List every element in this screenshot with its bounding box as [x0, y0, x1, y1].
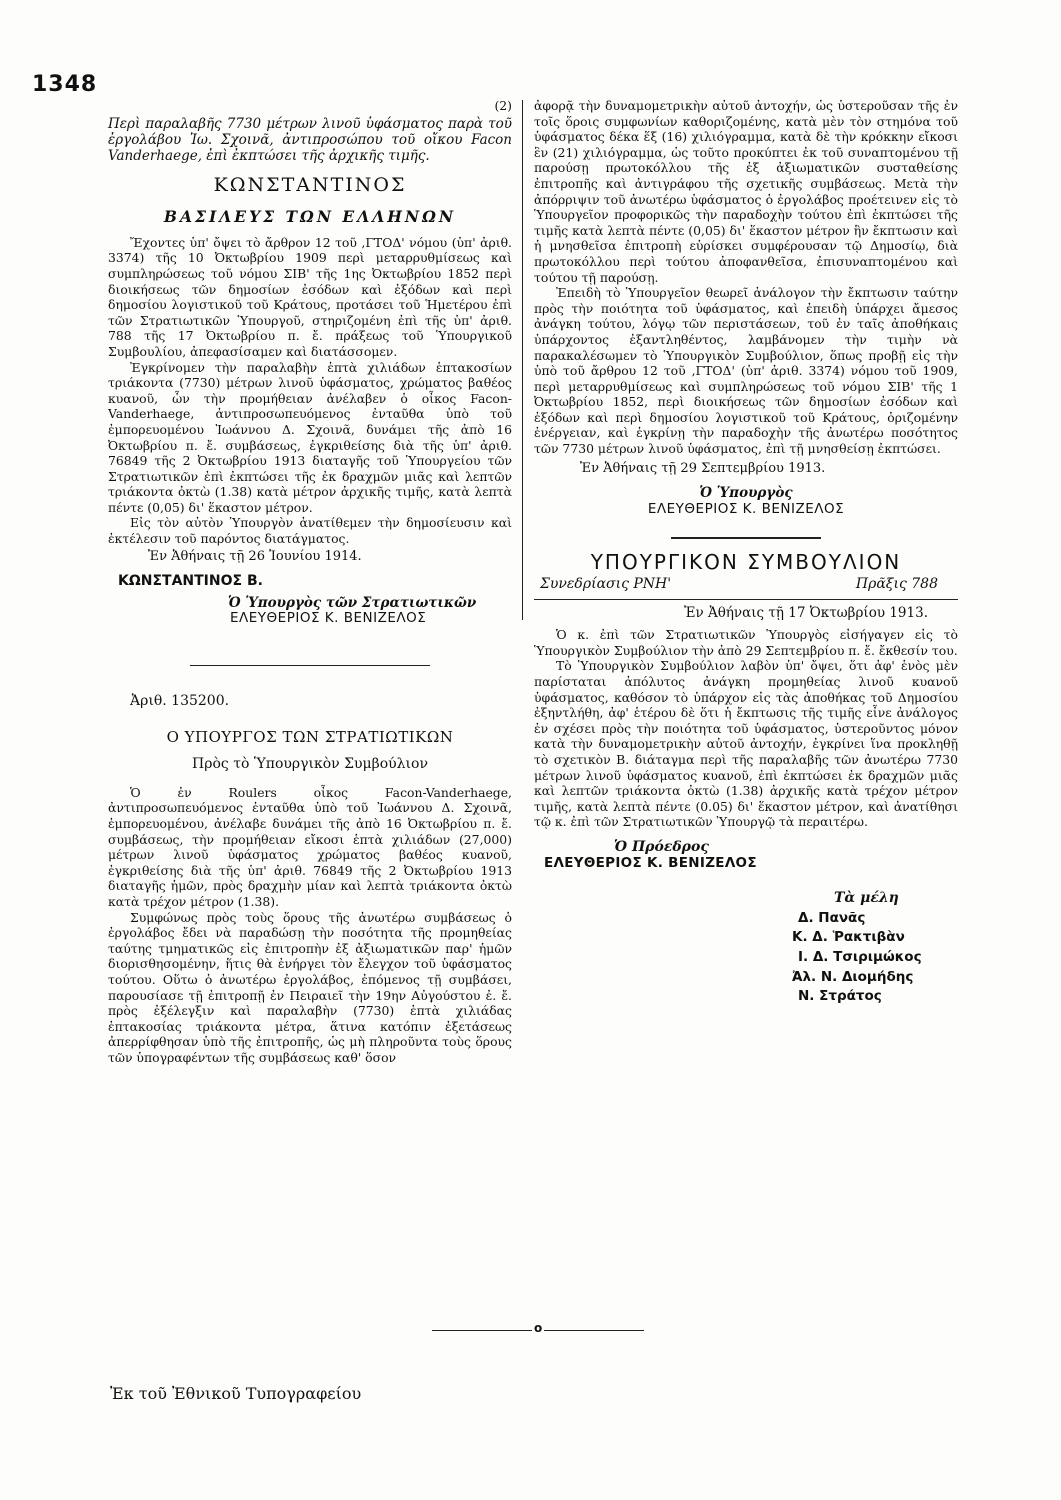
printer-imprint: Ἐκ τοῦ Ἐθνικοῦ Τυπογραφείου	[110, 1384, 362, 1403]
report-title: Ο ΥΠΟΥΡΓΟΣ ΤΩΝ ΣΤΡΑΤΙΩΤΙΚΩΝ	[166, 727, 454, 746]
report-minister-title: Ὁ Ὑπουργὸς	[699, 485, 793, 502]
king-title-heading: ΒΑΣΙΛΕΥΣ ΤΩΝ ΕΛΛΗΝΩΝ	[163, 207, 457, 227]
council-paragraph-2: Τὸ Ὑπουργικὸν Συμβούλιον λαβὸν ὑπ' ὄψει, ὅτι ἀφ' ἑνὸς μὲν παρίσταται ἀπόλυτος ἀνάγκη προμηθείας λινοῦ κυανοῦ ὑφάσματος, καθόσον τὸ ὑπάρχον εἰς τὰς ἀποθήκας τοῦ Δημοσίου ἐξηντλήθη, ἀφ' ἑτέρου δὲ ὅτι ἡ ἔκπτωσις τῆς τιμῆς εἶνε ἀνάλογος ἐν σχέσει πρὸς τὴν ποιότητα τοῦ ὑφάσματος, ὑστεροῦντος μόνον κατὰ τὴν δυναμομετρικὴν αὐτοῦ ἀντοχήν, ἐγκρίνει ἵνα προκληθῇ τὸ σχετικὸν Β. διάταγμα περὶ τῆς παραλαβῆς τῶν ἀνωτέρω 7730 μέτρων λινοῦ ὑφάσματος κυανοῦ, ἐπὶ ἐκπτώσει ἐκ δραχμῶν μιᾶς καὶ λεπτῶν τριάκοντα ὀκτὼ (1.38) ἀρχικῆς κατὰ τρέχον μέτρον τιμῆς, κατὰ λεπτὰ πέντε (0.05) δι' ἕκαστον μέτρον, καὶ ἀνατίθησι τῷ κ. ἐπὶ τῶν Στρατιωτικῶν Ὑπουργῷ τὰ περαιτέρω.	[534, 658, 958, 830]
report-minister-name: ΕΛΕΥΘΕΡΙΟΣ Κ. ΒΕΝΙΖΕΛΟΣ	[647, 500, 845, 517]
decree-paragraph-2: Ἐγκρίνομεν τὴν παραλαβὴν ἑπτὰ χιλιάδων ἑπτακοσίων τριάκοντα (7730) μέτρων λινοῦ ὑφάσματος, χρώματος βαθέος κυανοῦ, ὧν τὴν προμήθειαν ἀνέλαβεν ὁ οἶκος Facon-Vanderhaege, ἀντιπροσωπευόμενος ἐνταῦθα ὑπὸ τοῦ ἐμπορευομένου Ἰωάννου Δ. Σχοινᾶ, δυνάμει τῆς ἀπὸ 16 Ὀκτωβρίου π. ἔ. συμβάσεως, ἐγκριθείσης διὰ τῆς ὑπ' ἀριθ. 76849 τῆς 2 Ὀκτωβρίου 1913 διαταγῆς τοῦ Ὑπουργείου τῶν Στρατιωτικῶν ἐπὶ ἐκπτώσει τῆς ἐκ δραχμῶν μιᾶς καὶ λεπτῶν τριάκοντα ὀκτὼ (1.38) κατὰ μέτρον ἀρχικῆς τιμῆς, κατὰ λεπτὰ πέντε (0,05) δι' ἕκαστον μέτρον.	[108, 359, 512, 515]
president-name: ΕΛΕΥΘΕΡΙΟΣ Κ. ΒΕΝΙΖΕΛΟΣ	[544, 854, 757, 871]
report-date: Ἐν Ἀθήναις τῇ 29 Σεπτεμβρίου 1913.	[580, 460, 826, 476]
member-name: Ν. Στράτος	[798, 988, 882, 1005]
minister-name: ΕΛΕΥΘΕΡΙΟΣ Κ. ΒΕΝΙΖΕΛΟΣ	[230, 610, 427, 627]
council-act: Πρᾶξις 788	[855, 576, 938, 593]
members-list	[534, 911, 958, 1005]
decree-paragraph-3: Εἰς τὸν αὐτὸν Ὑπουργὸν ἀνατίθεμεν τὴν δημοσίευσιν καὶ ἐκτέλεσιν τοῦ παρόντος διατάγματος.	[108, 515, 512, 547]
council-divider	[671, 537, 821, 539]
council-paragraph-1: Ὁ κ. ἐπὶ τῶν Στρατιωτικῶν Ὑπουργὸς εἰσήγαγεν εἰς τὸ Ὑπουργικὸν Συμβούλιον τὴν ἀπὸ 29 Σεπτεμβρίου π. ἔ. ἔκθεσίν του.	[534, 627, 958, 658]
council-date: Ἐν Ἀθήναις τῇ 17 Ὀκτωβρίου 1913.	[683, 604, 928, 621]
council-title: ΥΠΟΥΡΓΙΚΟΝ ΣΥΜΒΟΥΛΙΟΝ	[590, 550, 902, 575]
report-paragraph-2: Συμφώνως πρὸς τοὺς ὅρους τῆς ἀνωτέρω συμβάσεως ὁ ἐργολάβος ἔδει νὰ παραδώσῃ τὴν ποσότητα τῆς προμηθείας ταύτης τμηματικῶς εἰς ἐπιτροπὴν ἐξ ἀξιωματικῶν παρ' ἡμῶν διορισθησομένην, ἥτις θὰ ἐνήργει τὸν ἔλεγχον τοῦ ὑφάσματος τούτου. Οὕτω ὁ ἀνωτέρω ἐργολάβος, ἐπόμενος τῇ συμβάσει, παρουσίασε τῇ ἐπιτροπῇ ἐν Πειραιεῖ τὴν 19ην Αὐγούστου ἐ. ἔ. πρὸς ἐξέλεγξιν καὶ παραλαβὴν (7730) ἑπτὰ χιλιάδας ἑπτακοσίας τριάκοντα μέτρα, ἅτινα κατόπιν ἐξετάσεως ἀπερρίφθησαν ὑπὸ τῆς ἐπιτροπῆς, ὡς μὴ πληροῦντα τοὺς ὅρους τῶν ὑπογραφέντων τῆς συμβάσεως καθ' ὅσον	[108, 909, 512, 1065]
bottom-divider-ornament: o	[534, 1321, 543, 1335]
decree-number: (2)	[494, 98, 512, 113]
president-title: Ὁ Πρόεδρος	[614, 838, 709, 855]
report-recipient: Πρὸς τὸ Ὑπουργικὸν Συμβούλιον	[192, 756, 428, 773]
report-paragraph-1: Ὁ ἐν Roulers οἶκος Facon-Vanderhaege, ἀντιπροσωπευόμενος ἐνταῦθα ὑπὸ τοῦ Ἰωάννου Δ. Σχοινᾶ, ἐμπορευομένου, ἀνέλαβε δυνάμει τῆς ἀπὸ 16 Ὀκτωβρίου π. ἔ. συμβάσεως, τὴν προμήθειαν εἴκοσι ἑπτὰ χιλιάδων (27,000) μέτρων λινοῦ ὑφάσματος χρώματος βαθέος κυανοῦ, ἐγκριθείσης διὰ τῆς ὑπ' ἀριθ. 76849 τῆς 2 Ὀκτωβρίου 1913 διαταγῆς ἡμῶν, πρὸς δραχμὴν μίαν καὶ λεπτὰ τριάκοντα ὀκτὼ κατὰ τρέχον μέτρον (1.38).	[108, 784, 512, 909]
member-name: Ἀλ. Ν. Διομήδης	[792, 968, 914, 985]
report-paragraph-3: Ἐπειδὴ τὸ Ὑπουργεῖον θεωρεῖ ἀνάλογον τὴν ἔκπτωσιν ταύτην πρὸς τὴν ποιότητα τοῦ ὑφάσματος, καὶ ἐπειδὴ ὑπάρχει ἄμεσος ἀνάγκη τούτου, λόγῳ τῶν περιστάσεων, τοῦ ἐν ταῖς ἀποθήκαις ὑπάρχοντος ἐξαντληθέντος, λαμβάνομεν τὴν τιμὴν νὰ παρακαλέσωμεν τὸ Ὑπουργικὸν Συμβούλιον, ὅπως προβῇ εἰς τὴν ὑπὸ τοῦ ἄρθρου 12 τοῦ ,ΓΤΟΔ' (ὑπ' ἀριθ. 3374) νόμου τοῦ 1909, περὶ μεταρρυθμίσεως καὶ συμπληρώσεως τοῦ νόμου ΣΙΒ' τῆς 1 Ὀκτωβρίου 1852, περὶ διοικήσεως τῶν δημοσίων ἐσόδων καὶ ἐξόδων καὶ περὶ δημοσίου λογιστικοῦ τοῦ Κράτους, ὁριζομένην ἐνέργειαν, καὶ ἐγκρίνῃ τὴν παραδοχὴν τῆς ἀνωτέρω ποσότητος τῶν 7730 μέτρων λινοῦ ὑφάσματος, ἐπὶ τῇ μνησθείσῃ ἐκπτώσει.	[534, 285, 958, 457]
left-column	[108, 98, 512, 1066]
council-session: Συνεδρίασις ΡΝΗ'	[540, 576, 672, 593]
reference-number: Ἀριθ. 135200.	[130, 693, 230, 710]
king-name-heading: ΚΩΝΣΤΑΝΤΙΝΟΣ	[213, 173, 407, 196]
decree-subject: Περὶ παραλαβῆς 7730 μέτρων λινοῦ ὑφάσματος παρὰ τοῦ ἐργολάβου Ἰω. Σχοινᾶ, ἀντιπροσώπου τοῦ οἴκου Facon Vanderhaege, ἐπὶ ἐκπτώσει τῆς ἀρχικῆς τιμῆς.	[108, 115, 512, 164]
members-title: Τὰ μέλη	[834, 890, 899, 907]
member-name: Κ. Δ. Ῥακτιβὰν	[792, 929, 905, 946]
king-signature: ΚΩΝΣΤΑΝΤΙΝΟΣ Β.	[118, 573, 263, 590]
member-name: Δ. Πανᾶς	[798, 909, 866, 926]
section-divider	[190, 665, 430, 666]
decree-date: Ἐν Ἀθήναις τῇ 26 Ἰουνίου 1914.	[148, 548, 362, 564]
council-session-row	[534, 577, 958, 600]
column-divider	[522, 100, 523, 620]
page-number: 1348	[32, 72, 98, 97]
right-column	[534, 98, 958, 1005]
member-name: Ι. Δ. Τσιριμώκος	[798, 948, 922, 965]
minister-title: Ὁ Ὑπουργὸς τῶν Στρατιωτικῶν	[228, 594, 477, 611]
report-continuation: ἀφορᾷ τὴν δυναμομετρικὴν αὐτοῦ ἀντοχήν, ὡς ὑστεροῦσαν τῆς ἐν τοῖς ὅροις συμφωνίων καθοριζομένης, κατὰ μὲν τὸν στημόνα τοῦ ὑφάσματος δέκα ἕξ (16) χιλιόγραμμα, κατὰ δὲ τὴν κρόκκην εἴκοσι ἓν (21) χιλιόγραμμα, ὡς τοῦτο προκύπτει ἐκ τοῦ συναπτομένου τῇ παρούσῃ πρωτοκόλλου τῆς ἐξ ἀξιωματικῶν συσταθείσης ἐπιτροπῆς καὶ ἀντιγράφου τῆς σχετικῆς συμβάσεως. Μετὰ τὴν ἀπόρριψιν τοῦ ἀνωτέρω ὑφάσματος ὁ ἐργολάβος προέτεινεν εἰς τὸ Ὑπουργεῖον προφορικῶς τὴν παραδοχὴν τούτου ἐπὶ ἐκπτώσει τῆς τιμῆς κατὰ λεπτὰ πέντε (0,05) δι' ἕκαστον μέτρον ἣν ἔκπτωσιν καὶ ἡ μνησθεῖσα ἐπιτροπὴ εὑρίσκει συμφέρουσαν τῷ Δημοσίῳ, διὰ πρωτοκόλλου περὶ τούτου ἀποφανθεῖσα, ἐπισυναπτομένου καὶ τούτου τῇ παρούσῃ.	[534, 98, 958, 285]
decree-paragraph-1: Ἔχοντες ὑπ' ὄψει τὸ ἄρθρον 12 τοῦ ,ΓΤΟΔ' νόμου (ὑπ' ἀριθ. 3374) τῆς 10 Ὀκτωβρίου 1909 περὶ μεταρρυθμίσεως καὶ συμπληρώσεως τοῦ νόμου ΣΙΒ' τῆς 1ης Ὀκτωβρίου 1852 περὶ διοικήσεως τῶν δημοσίων ἐσόδων καὶ ἐξόδων καὶ περὶ δημοσίου λογιστικοῦ τοῦ Κράτους, προτάσει τοῦ Ἡμετέρου ἐπὶ τῶν Στρατιωτικῶν Ὑπουργοῦ, στηριζομένη ἐπὶ τῆς ὑπ' ἀριθ. 788 τῆς 17 Ὀκτωβρίου π. ἔ. πράξεως τοῦ Ὑπουργικοῦ Συμβουλίου, ἀπεφασίσαμεν καὶ διατάσσομεν.	[108, 234, 512, 359]
